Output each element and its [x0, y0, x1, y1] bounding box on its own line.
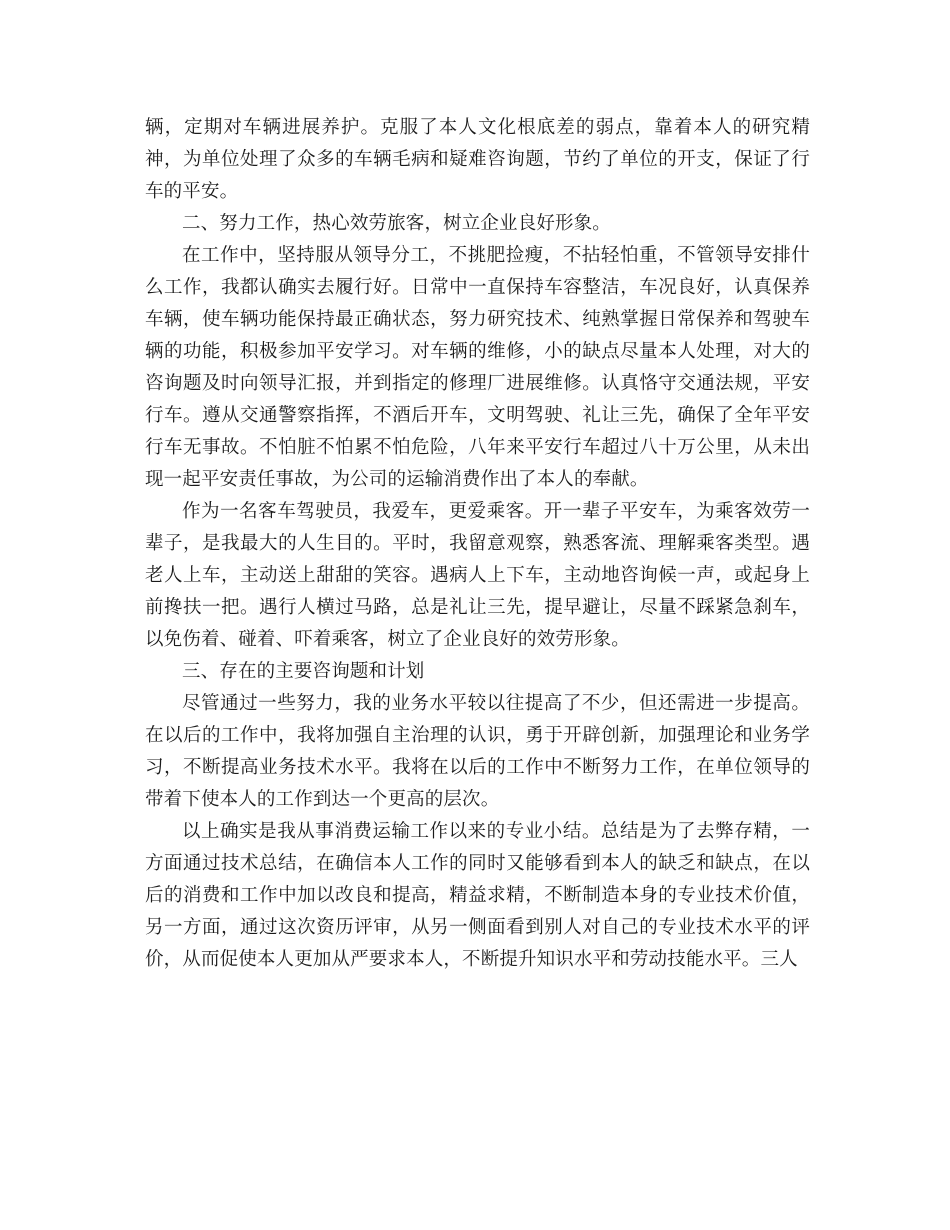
paragraph-3: 在工作中，坚持服从领导分工，不挑肥捡瘦，不拈轻怕重，不管领导安排什么工作，我都认确实去履行好。日常中一直保持车容整洁，车况良好，认真保养车辆，使车辆功能保持最正确状态，努力研究技术、纯熟掌握日常保养和驾驶车辆的功能，积极参加平安学习。对车辆的维修，小的缺点尽量本人处理，对大的咨询题及时向领导汇报，并到指定的修理厂进展维修。认真恪守交通法规，平安行车。遵从交通警察指挥，不酒后开车，文明驾驶、礼让三先，确保了全年平安行车无事故。不怕脏不怕累不怕危险，八年来平安行车超过八十万公里，从未出现一起平安责任事故，为公司的运输消费作出了本人的奉献。	[145, 245, 810, 490]
paragraph-7: 以上确实是我从事消费运输工作以来的专业小结。总结是为了去弊存精，一方面通过技术总结，在确信本人工作的同时又能够看到本人的缺乏和缺点，在以后的消费和工作中加以改良和提高，精益求精，不断制造本身的专业技术价值，另一方面，通过这次资历评审，从另一侧面看到别人对自己的专业技术水平的评价，从而促使本人更加从严要求本人，不断提升知识水平和劳动技能水平。三人	[145, 821, 810, 970]
section-heading-2: 二、努力工作，热心效劳旅客，树立企业良好形象。	[182, 213, 611, 234]
document-body	[145, 112, 810, 976]
paragraph-1: 辆，定期对车辆进展养护。克服了本人文化根底差的弱点，靠着本人的研究精神，为单位处理了众多的车辆毛病和疑难咨询题，节约了单位的开支，保证了行车的平安。	[145, 117, 810, 202]
paragraph-6: 尽管通过一些努力，我的业务水平较以往提高了不少，但还需进一步提高。在以后的工作中，我将加强自主治理的认识，勇于开辟创新，加强理论和业务学习，不断提高业务技术水平。我将在以后的工作中不断努力工作，在单位领导的带着下使本人的工作到达一个更高的层次。	[145, 693, 810, 810]
paragraph-4: 作为一名客车驾驶员，我爱车，更爱乘客。开一辈子平安车，为乘客效劳一辈子，是我最大的人生目的。平时，我留意观察，熟悉客流、理解乘客类型。遇老人上车，主动送上甜甜的笑容。遇病人上下车，主动地咨询候一声，或起身上前搀扶一把。遇行人横过马路，总是礼让三先，提早避让，尽量不踩紧急刹车，以免伤着、碰着、吓着乘客，树立了企业良好的效劳形象。	[145, 501, 810, 650]
section-heading-3: 三、存在的主要咨询题和计划	[182, 661, 425, 682]
